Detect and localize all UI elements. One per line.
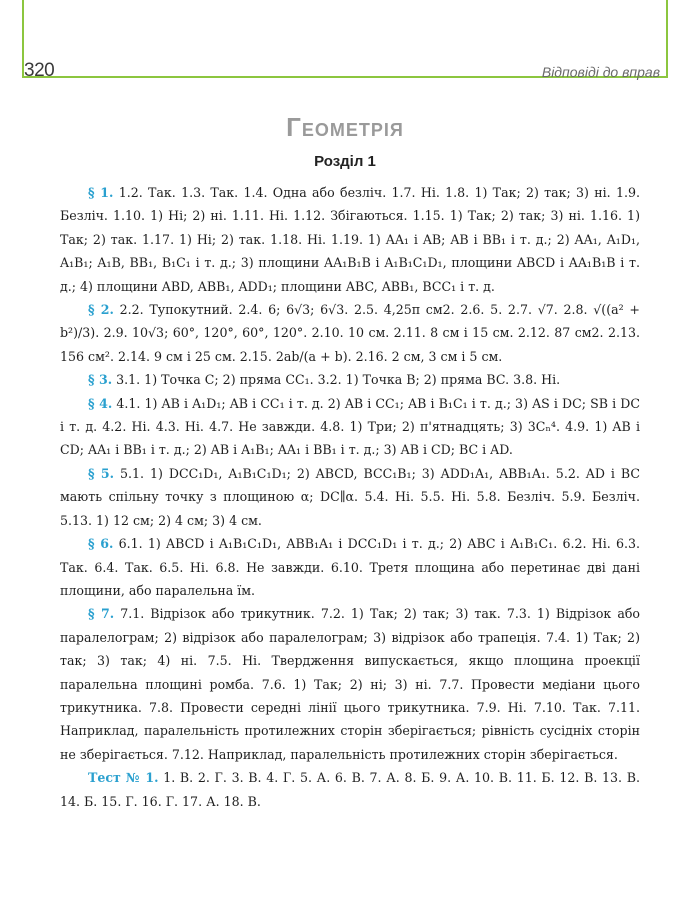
page-title: Геометрія: [286, 112, 404, 142]
answers-text: 3.1. 1) Точка C; 2) пряма CC₁. 3.2. 1) Точка B; 2) пряма BC. 3.8. Ні.: [116, 372, 561, 388]
answers-text: 5.1. 1) DCC₁D₁, A₁B₁C₁D₁; 2) ABCD, BCC₁B₁; 3) ADD₁A₁, ABB₁A₁. 5.2. AD і BC мають спільну точку з площиною α; DC∥α. 5.4. Ні. 5.5. Ні. 5.8. Безліч. 5.9. Безліч. 5.13. 1) 12 см; 2) 4 см; 3) 4 см.: [60, 465, 640, 528]
section-ref: § 4.: [88, 395, 113, 411]
answers-text: 6.1. 1) ABCD і A₁B₁C₁D₁, ABB₁A₁ і DCC₁D₁ і т. д.; 2) ABC і A₁B₁C₁. 6.2. Ні. 6.3. Так. 6.4. Так. 6.5. Ні. 6.8. Не завжди. 6.10. Третя площина або перетинає дві дані площини, або паралельна їм.: [60, 536, 640, 598]
answers-text: 7.1. Відрізок або трикутник. 7.2. 1) Так; 2) так; 3) так. 7.3. 1) Відрізок або паралелограм; 2) відрізок або паралелограм; 3) відрізок або трапеція. 7.4. 1) Так; 2) так; 3) так; 4) ні. 7.5. Ні. Твердження випускається, якщо площина проекції паралельна площині ромба. 7.6. 1) Так; 2) ні; 3) ні. 7.7. Провести медіани цього трикутника. 7.8. Провести середні лінії цього трикутника. 7.9. Ні. 7.10. Так. 7.11. Наприклад, паралельність протилежних сторін зберігається; рівність сусідніх сторін не зберігається. 7.12. Наприклад, паралельність протилежних сторін зберігається.: [60, 606, 640, 762]
section-ref: § 5.: [88, 465, 115, 481]
answers-paragraph-1: [60, 181, 640, 298]
section-ref: § 6.: [88, 536, 114, 552]
answers-text: 1.2. Так. 1.3. Так. 1.4. Одна або безліч. 1.7. Ні. 1.8. 1) Так; 2) так; 3) ні. 1.9. Безліч. 1.10. 1) Ні; 2) ні. 1.11. Ні. 1.12. Збігаються. 1.15. 1) Так; 2) так; 3) ні. 1.16. 1) Так; 2) так. 1.17. 1) Ні; 2) так. 1.18. Ні. 1.19. 1) AA₁ і AB; AB і BB₁ і т. д.; 2) AA₁, A₁D₁, A₁B₁; A₁B, BB₁, B₁C₁ і т. д.; 3) площини AA₁B₁B і A₁B₁C₁D₁, площини ABCD і AA₁B₁B і т. д.; 4) площини ABD, ABB₁, ADD₁; площини ABC, ABB₁, BCC₁ і т. д.: [60, 185, 640, 294]
answers-body: [60, 181, 640, 813]
page-number: 320: [24, 60, 55, 81]
running-head: Відповіді до вправ: [541, 64, 660, 80]
section-ref: Тест № 1.: [88, 770, 159, 786]
answers-paragraph-5: [60, 462, 640, 532]
section-ref: § 2.: [88, 302, 114, 318]
section-ref: § 1.: [88, 185, 114, 200]
answers-paragraph-2: [60, 298, 640, 368]
answers-text: 1. В. 2. Г. 3. В. 4. Г. 5. А. 6. В. 7. А. 8. Б. 9. А. 10. В. 11. Б. 12. В. 13. В. 14. Б. 15. Г. 16. Г. 17. А. 18. В.: [60, 770, 640, 809]
answers-text: 4.1. 1) AB і A₁D₁; AB і CC₁ і т. д. 2) AB і CC₁; AB і B₁C₁ і т. д.; 3) AS і DC; SB і DC і т. д. 4.2. Ні. 4.3. Ні. 4.7. Не завжди. 4.8. 1) Три; 2) п'ятнадцять; 3) 3Cₙ⁴. 4.9. 1) AB і CD; AA₁ і BB₁ і т. д.; 2) AB і A₁B₁; AA₁ і BB₁ і т. д.; 3) AB і CD; BC і AD.: [60, 395, 640, 458]
answers-paragraph-3: [60, 368, 640, 391]
answers-paragraph-4: [60, 392, 640, 462]
section-heading: Розділ 1: [314, 153, 376, 170]
answers-paragraph-7: [60, 602, 640, 766]
section-ref: § 7.: [88, 606, 115, 622]
answers-paragraph-6: [60, 532, 640, 602]
answers-paragraph-8: [60, 766, 640, 813]
section-ref: § 3.: [88, 372, 113, 388]
answers-text: 2.2. Тупокутний. 2.4. 6; 6√3; 6√3. 2.5. 4,25π см2. 2.6. 5. 2.7. √7. 2.8. √((a² + b²)/3). 2.9. 10√3; 60°, 120°, 60°, 120°. 2.10. 10 см. 2.11. 8 см і 15 см. 2.12. 87 см2. 2.13. 156 см². 2.14. 9 см і 25 см. 2.15. 2ab/(a + b). 2.16. 2 см, 3 см і 5 см.: [60, 302, 640, 364]
header-frame-right: [666, 0, 668, 78]
